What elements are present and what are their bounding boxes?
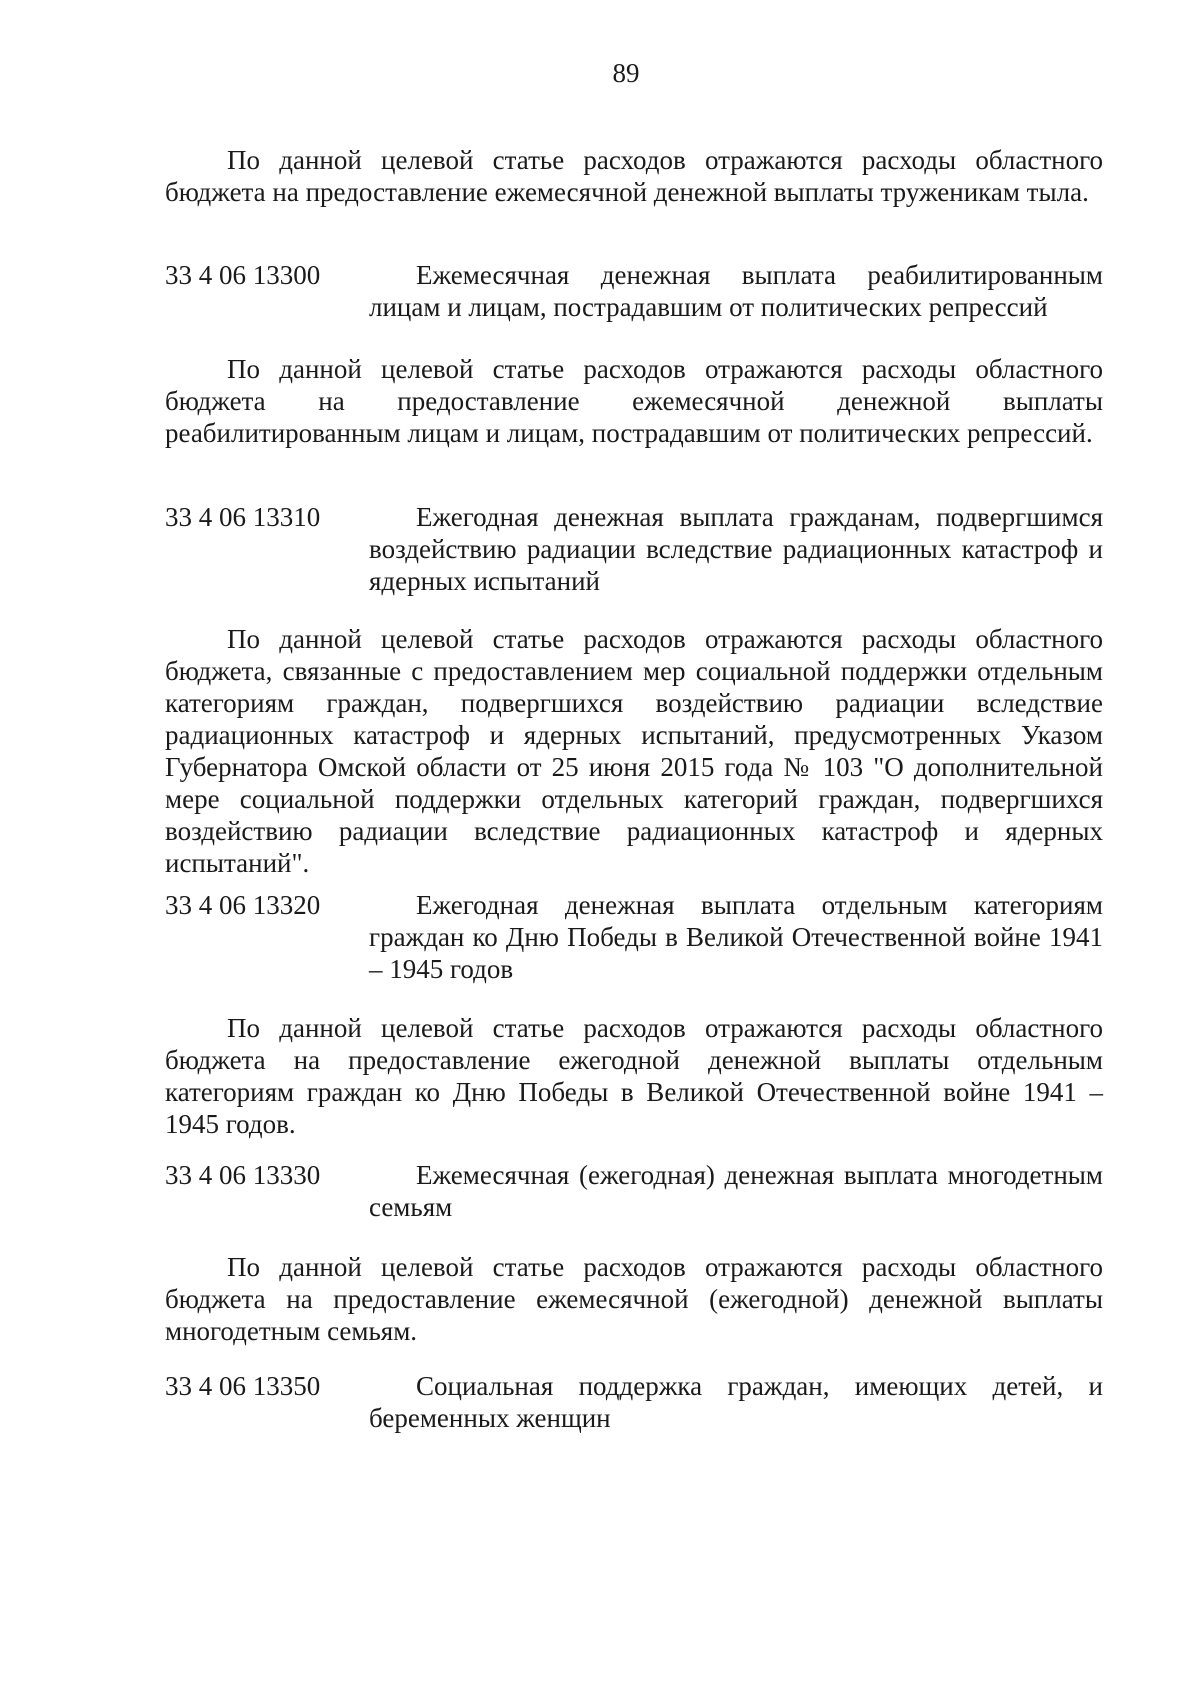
entry-code: 33 4 06 13330 <box>165 1160 321 1190</box>
paragraph-radiation-exposure: По данной целевой статье расходов отражаются расходы областного бюджета, связанные с предоставлением мер социальной поддержки отдельным категориям граждан, подвергшихся воздействию радиации вследствие радиационных катастроф и ядерных испытаний, предусмотренных Указом Губернатора Омской области от 25 июня 2015 года № 103 "О дополнительной мере социальной поддержки отдельных категорий граждан, подвергшихся воздействию радиации вследствие радиационных катастроф и ядерных испытаний". <box>165 624 1103 878</box>
paragraph-rehabilitated-persons: По данной целевой статье расходов отражаются расходы областного бюджета на предоставление ежемесячной денежной выплаты реабилитированным лицам и лицам, пострадавшим от политических репрессий. <box>165 354 1103 448</box>
entry-title: Ежегодная денежная выплата отдельным категориям граждан ко Дню Победы в Великой Отечественной войне 1941 – 1945 годов <box>369 890 1103 984</box>
entry-title: Социальная поддержка граждан, имеющих детей, и беременных женщин <box>369 1371 1103 1433</box>
entry-title: Ежемесячная (ежегодная) денежная выплата многодетным семьям <box>369 1160 1103 1222</box>
paragraph-workers-of-rear: По данной целевой статье расходов отражаются расходы областного бюджета на предоставление ежемесячной денежной выплаты труженикам тыла. <box>165 145 1103 207</box>
entry-code: 33 4 06 13320 <box>165 890 321 920</box>
page-number: 89 <box>612 58 640 88</box>
entry-code: 33 4 06 13310 <box>165 502 321 532</box>
entry-code: 33 4 06 13300 <box>165 260 321 290</box>
entry-title: Ежемесячная денежная выплата реабилитированным лицам и лицам, пострадавшим от политических репрессий <box>369 260 1103 322</box>
entry-code: 33 4 06 13350 <box>165 1371 321 1401</box>
paragraph-victory-day: По данной целевой статье расходов отражаются расходы областного бюджета на предоставление ежегодной денежной выплаты отдельным категориям граждан ко Дню Победы в Великой Отечественной войне 1941 – 1945 годов. <box>165 1013 1103 1139</box>
entry-title: Ежегодная денежная выплата гражданам, подвергшимся воздействию радиации вследствие радиационных катастроф и ядерных испытаний <box>369 502 1103 596</box>
paragraph-large-families: По данной целевой статье расходов отражаются расходы областного бюджета на предоставление ежемесячной (ежегодной) денежной выплаты многодетным семьям. <box>165 1252 1103 1346</box>
